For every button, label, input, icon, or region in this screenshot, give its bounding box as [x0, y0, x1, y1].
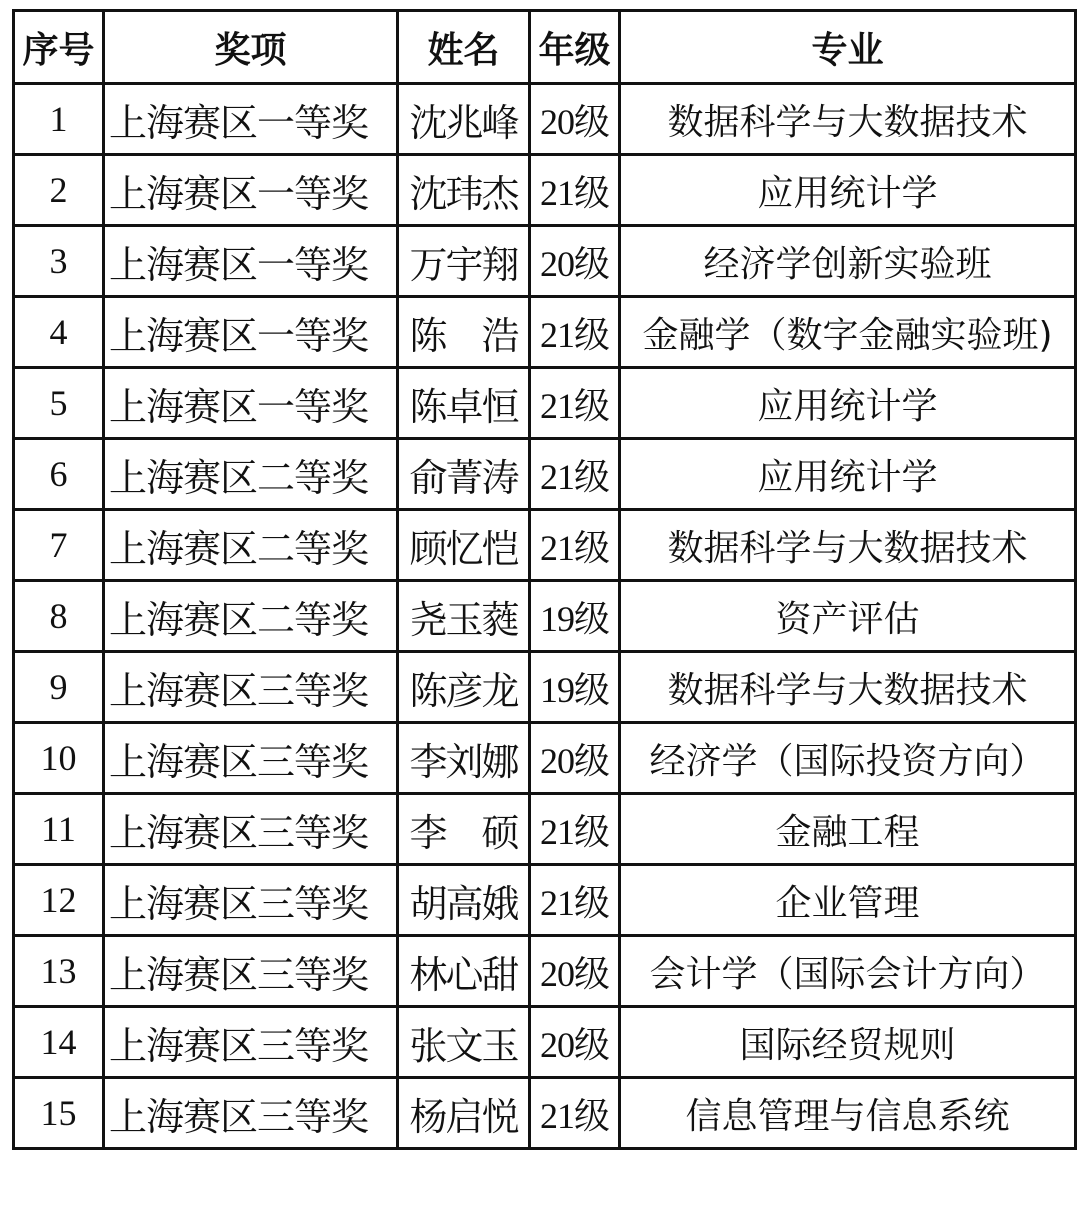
- cell-grade: 21级: [530, 794, 620, 865]
- cell-index: 3: [14, 226, 104, 297]
- table-row: [14, 84, 1076, 155]
- cell-grade: 20级: [530, 936, 620, 1007]
- cell-major: 金融学（数字金融实验班): [620, 297, 1076, 368]
- cell-major: 信息管理与信息系统: [620, 1078, 1076, 1149]
- header-name: 姓名: [398, 11, 530, 84]
- cell-index: 15: [14, 1078, 104, 1149]
- table-row: [14, 297, 1076, 368]
- cell-award: 上海赛区二等奖: [104, 581, 398, 652]
- header-major: 专业: [620, 11, 1076, 84]
- table-row: [14, 794, 1076, 865]
- cell-index: 11: [14, 794, 104, 865]
- cell-grade: 20级: [530, 226, 620, 297]
- cell-name: 俞菁涛: [398, 439, 530, 510]
- cell-grade: 19级: [530, 581, 620, 652]
- cell-name: 陈卓恒: [398, 368, 530, 439]
- cell-grade: 21级: [530, 1078, 620, 1149]
- cell-grade: 21级: [530, 865, 620, 936]
- cell-award: 上海赛区三等奖: [104, 865, 398, 936]
- table-row: [14, 368, 1076, 439]
- cell-award: 上海赛区一等奖: [104, 297, 398, 368]
- table-row: [14, 1007, 1076, 1078]
- cell-major: 应用统计学: [620, 155, 1076, 226]
- cell-name: 张文玉: [398, 1007, 530, 1078]
- table-header: [14, 11, 1076, 84]
- cell-index: 5: [14, 368, 104, 439]
- cell-award: 上海赛区三等奖: [104, 652, 398, 723]
- cell-grade: 20级: [530, 723, 620, 794]
- table-row: [14, 155, 1076, 226]
- cell-name: 林心甜: [398, 936, 530, 1007]
- cell-name: 沈玮杰: [398, 155, 530, 226]
- cell-index: 4: [14, 297, 104, 368]
- cell-name: 万宇翔: [398, 226, 530, 297]
- cell-grade: 20级: [530, 84, 620, 155]
- cell-major: 应用统计学: [620, 368, 1076, 439]
- cell-major: 会计学（国际会计方向）: [620, 936, 1076, 1007]
- cell-award: 上海赛区三等奖: [104, 936, 398, 1007]
- header-grade: 年级: [530, 11, 620, 84]
- cell-major: 国际经贸规则: [620, 1007, 1076, 1078]
- cell-index: 12: [14, 865, 104, 936]
- cell-major: 数据科学与大数据技术: [620, 510, 1076, 581]
- table-body: [14, 84, 1076, 1149]
- cell-grade: 21级: [530, 510, 620, 581]
- cell-grade: 21级: [530, 155, 620, 226]
- cell-grade: 21级: [530, 439, 620, 510]
- cell-index: 9: [14, 652, 104, 723]
- cell-index: 7: [14, 510, 104, 581]
- table-row: [14, 936, 1076, 1007]
- cell-award: 上海赛区三等奖: [104, 794, 398, 865]
- table-row: [14, 510, 1076, 581]
- table-row: [14, 652, 1076, 723]
- cell-award: 上海赛区二等奖: [104, 439, 398, 510]
- cell-award: 上海赛区一等奖: [104, 368, 398, 439]
- cell-name: 沈兆峰: [398, 84, 530, 155]
- table-row: [14, 723, 1076, 794]
- cell-major: 金融工程: [620, 794, 1076, 865]
- cell-name: 尧玉蕤: [398, 581, 530, 652]
- cell-index: 2: [14, 155, 104, 226]
- cell-name: 李刘娜: [398, 723, 530, 794]
- cell-major: 数据科学与大数据技术: [620, 652, 1076, 723]
- table-row: [14, 226, 1076, 297]
- cell-grade: 20级: [530, 1007, 620, 1078]
- header-row: [14, 11, 1076, 84]
- cell-award: 上海赛区一等奖: [104, 84, 398, 155]
- cell-major: 数据科学与大数据技术: [620, 84, 1076, 155]
- cell-major: 经济学创新实验班: [620, 226, 1076, 297]
- cell-name: 陈彦龙: [398, 652, 530, 723]
- table-row: [14, 581, 1076, 652]
- table-row: [14, 1078, 1076, 1149]
- cell-index: 10: [14, 723, 104, 794]
- cell-name: 李 硕: [398, 794, 530, 865]
- cell-major: 资产评估: [620, 581, 1076, 652]
- cell-index: 1: [14, 84, 104, 155]
- cell-index: 13: [14, 936, 104, 1007]
- header-index: 序号: [14, 11, 104, 84]
- cell-name: 顾忆恺: [398, 510, 530, 581]
- cell-grade: 21级: [530, 297, 620, 368]
- cell-award: 上海赛区三等奖: [104, 1078, 398, 1149]
- awards-table: [12, 9, 1077, 1150]
- table-row: [14, 439, 1076, 510]
- cell-award: 上海赛区三等奖: [104, 1007, 398, 1078]
- cell-name: 陈 浩: [398, 297, 530, 368]
- cell-index: 8: [14, 581, 104, 652]
- cell-name: 胡高娥: [398, 865, 530, 936]
- cell-grade: 21级: [530, 368, 620, 439]
- cell-grade: 19级: [530, 652, 620, 723]
- cell-major: 企业管理: [620, 865, 1076, 936]
- cell-major: 应用统计学: [620, 439, 1076, 510]
- cell-award: 上海赛区三等奖: [104, 723, 398, 794]
- cell-award: 上海赛区一等奖: [104, 155, 398, 226]
- cell-index: 6: [14, 439, 104, 510]
- cell-major: 经济学（国际投资方向）: [620, 723, 1076, 794]
- cell-index: 14: [14, 1007, 104, 1078]
- table-row: [14, 865, 1076, 936]
- cell-award: 上海赛区二等奖: [104, 510, 398, 581]
- cell-name: 杨启悦: [398, 1078, 530, 1149]
- header-award: 奖项: [104, 11, 398, 84]
- cell-award: 上海赛区一等奖: [104, 226, 398, 297]
